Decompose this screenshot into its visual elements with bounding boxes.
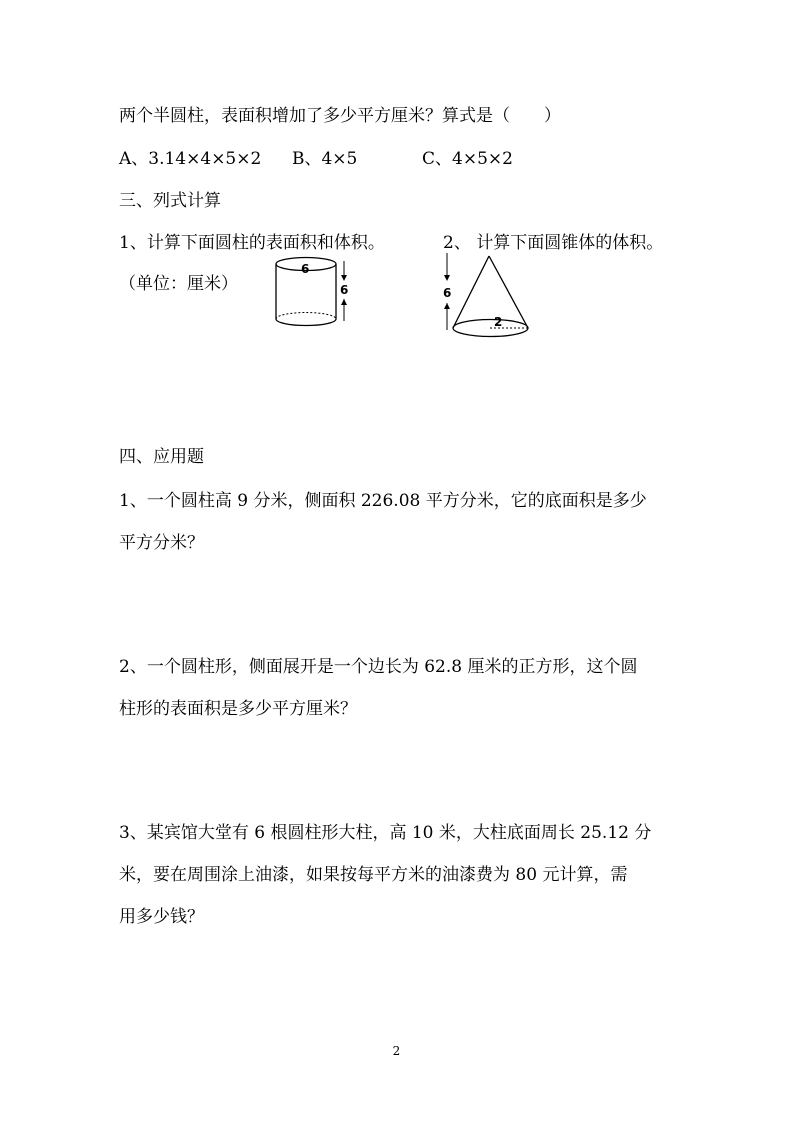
- page-number: 2: [392, 1044, 401, 1058]
- cone-figure: [436, 250, 536, 342]
- problem-1-line-2: 平方分米？: [119, 533, 204, 553]
- cylinder-top-label: 6: [301, 262, 310, 276]
- problem-2-line-2: 柱形的表面积是多少平方厘米？: [119, 699, 357, 719]
- option-b: B、4×5: [292, 149, 358, 169]
- option-c: C、4×5×2: [422, 149, 513, 169]
- section-3-question-1: 1、计算下面圆柱的表面积和体积。: [119, 233, 385, 253]
- problem-3-line-3: 用多少钱？: [119, 907, 204, 927]
- cone-height-label: 6: [443, 286, 452, 300]
- cylinder-height-label: 6: [340, 283, 349, 297]
- problem-3-line-2: 米，要在周围涂上油漆，如果按每平方米的油漆费为 80 元计算，需: [119, 865, 628, 885]
- question-continuation: 两个半圆柱，表面积增加了多少平方厘米？算式是（ ）: [119, 106, 561, 126]
- option-a: A、3.14×4×5×2: [119, 149, 262, 169]
- problem-3-line-1: 3、某宾馆大堂有 6 根圆柱形大柱，高 10 米，大柱底面周长 25.12 分: [119, 823, 652, 843]
- problem-1-line-1: 1、一个圆柱高 9 分米，侧面积 226.08 平方分米，它的底面积是多少: [119, 491, 647, 511]
- section-4-heading: 四、应用题: [119, 447, 204, 467]
- cone-radius-label: 2: [494, 315, 503, 329]
- cylinder-figure: [270, 250, 360, 335]
- problem-2-line-1: 2、一个圆柱形，侧面展开是一个边长为 62.8 厘米的正方形，这个圆: [119, 657, 638, 677]
- section-3-question-2: 2、 计算下面圆锥体的体积。: [443, 233, 664, 253]
- section-3-heading: 三、列式计算: [119, 191, 221, 211]
- unit-note: （单位：厘米）: [119, 274, 238, 294]
